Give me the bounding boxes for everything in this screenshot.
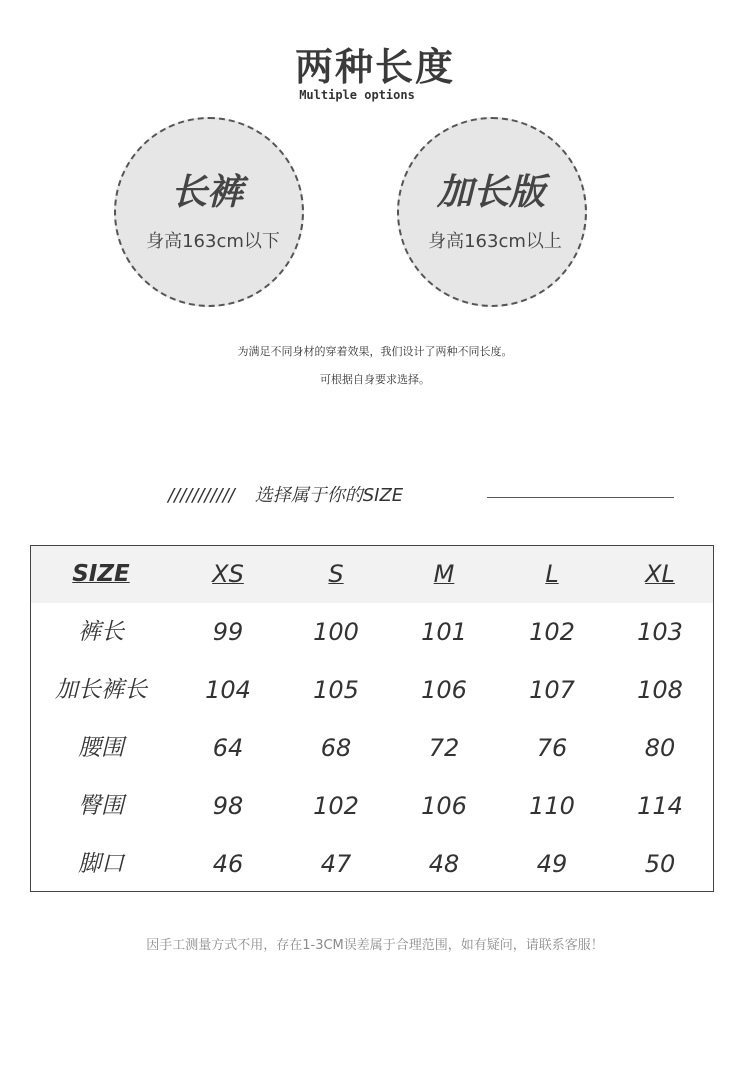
description-line-1: 为满足不同身材的穿着效果，我们设计了两种不同长度。 xyxy=(237,345,513,358)
option-name-regular: 长裤 xyxy=(170,172,243,213)
table-cell: 72 xyxy=(428,734,460,762)
table-header-xl: XL xyxy=(645,560,675,588)
table-cell: 102 xyxy=(529,618,575,646)
size-section-heading xyxy=(168,481,403,507)
heading-divider xyxy=(487,497,674,498)
table-row-label: 臀围 xyxy=(78,793,124,819)
option-note-regular: 身高163cm以下 xyxy=(146,231,280,252)
option-name-long: 加长版 xyxy=(436,172,545,213)
table-cell: 104 xyxy=(205,676,251,704)
table-cell: 103 xyxy=(637,618,683,646)
table-row-label: 腰围 xyxy=(78,735,124,761)
table-cell: 46 xyxy=(212,850,244,878)
table-cell: 49 xyxy=(536,850,568,878)
table-header-m: M xyxy=(433,560,455,588)
page-subtitle: Multiple options xyxy=(299,88,415,102)
description-line-2: 可根据自身要求选择。 xyxy=(320,373,430,386)
table-row-label: 裤长 xyxy=(78,619,124,645)
table-header-l: L xyxy=(545,560,559,588)
table-cell: 106 xyxy=(421,676,467,704)
table-cell: 98 xyxy=(212,792,244,820)
table-row-label: 脚口 xyxy=(78,851,124,877)
table-cell: 68 xyxy=(320,734,352,762)
table-cell: 101 xyxy=(421,618,467,646)
table-cell: 102 xyxy=(313,792,359,820)
page-title: 两种长度 xyxy=(294,45,455,89)
table-cell: 47 xyxy=(320,850,352,878)
table-cell: 76 xyxy=(536,734,568,762)
measurement-footnote: 因手工测量方式不用，存在1-3CM误差属于合理范围，如有疑问，请联系客服！ xyxy=(146,938,604,953)
table-cell: 108 xyxy=(637,676,683,704)
table-cell: 114 xyxy=(637,792,683,820)
table-cell: 100 xyxy=(313,618,359,646)
table-cell: 107 xyxy=(529,676,575,704)
table-header-xs: XS xyxy=(212,560,244,588)
size-heading-text: 选择属于你的SIZE xyxy=(254,485,404,506)
table-cell: 48 xyxy=(428,850,460,878)
table-header-s: S xyxy=(328,560,344,588)
table-row-label: 加长裤长 xyxy=(55,677,147,703)
table-header-size: SIZE xyxy=(72,561,130,587)
table-cell: 64 xyxy=(212,734,244,762)
option-note-long: 身高163cm以上 xyxy=(428,231,562,252)
table-cell: 110 xyxy=(529,792,575,820)
table-cell: 50 xyxy=(644,850,676,878)
table-cell: 106 xyxy=(421,792,467,820)
table-cell: 80 xyxy=(644,734,676,762)
table-cell: 99 xyxy=(212,618,244,646)
table-cell: 105 xyxy=(313,676,359,704)
slashes-decoration: /////////// xyxy=(168,485,235,506)
